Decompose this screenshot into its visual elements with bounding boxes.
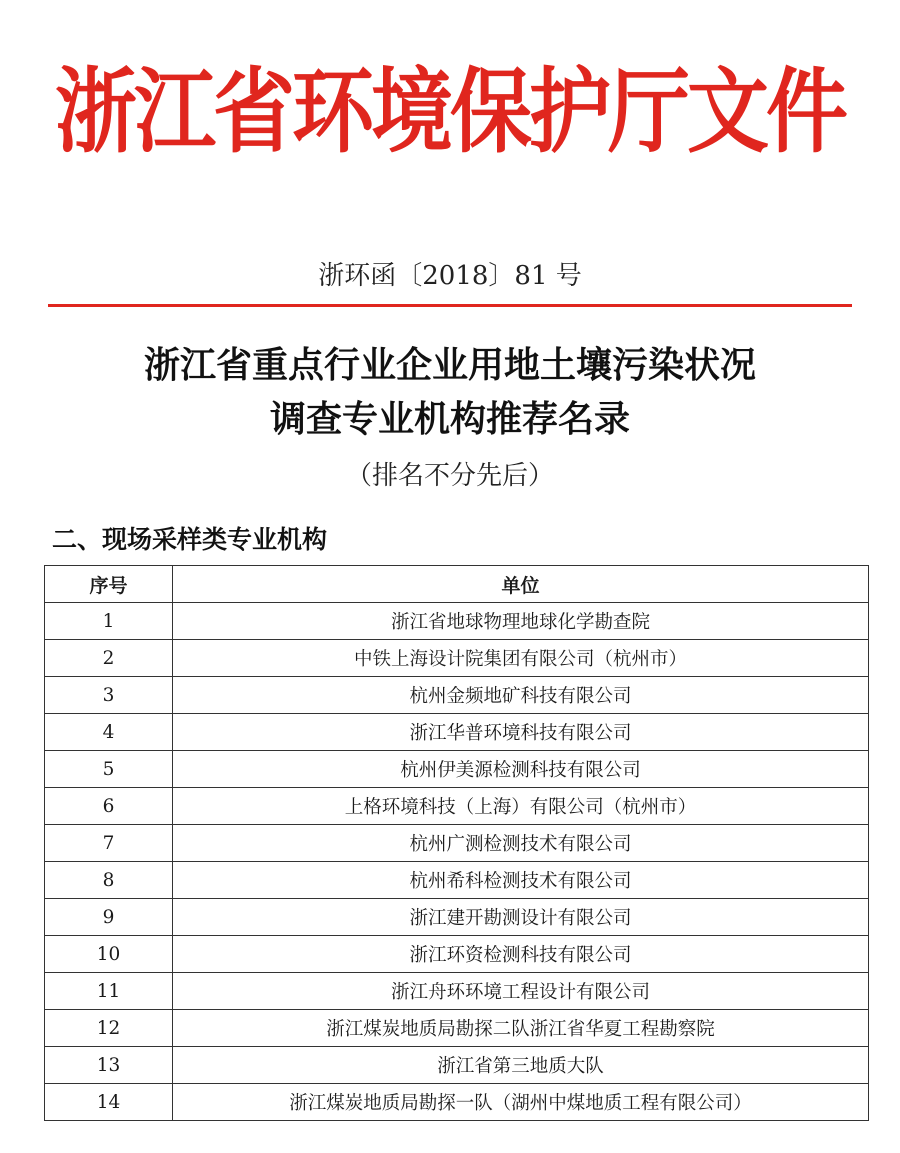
column-header-index: 序号	[45, 566, 173, 603]
row-index: 8	[45, 862, 173, 899]
table-row	[45, 714, 869, 751]
row-unit-name: 浙江华普环境科技有限公司	[173, 714, 869, 751]
table-row	[45, 862, 869, 899]
row-unit-name: 中铁上海设计院集团有限公司（杭州市）	[173, 640, 869, 677]
row-index: 7	[45, 825, 173, 862]
document-title	[0, 338, 900, 446]
document-subtitle: （排名不分先后）	[345, 461, 554, 491]
table-row	[45, 788, 869, 825]
row-index: 14	[45, 1084, 173, 1121]
document-title-line-1: 浙江省重点行业企业用地土壤污染状况	[143, 344, 756, 386]
row-unit-name: 浙江舟环环境工程设计有限公司	[173, 973, 869, 1010]
table-row	[45, 677, 869, 714]
row-index: 6	[45, 788, 173, 825]
row-index: 2	[45, 640, 173, 677]
row-unit-name: 浙江建开勘测设计有限公司	[173, 899, 869, 936]
table-row	[45, 1010, 869, 1047]
row-unit-name: 杭州伊美源检测科技有限公司	[173, 751, 869, 788]
row-unit-name: 浙江省第三地质大队	[173, 1047, 869, 1084]
table-row	[45, 603, 869, 640]
row-unit-name: 上格环境科技（上海）有限公司（杭州市）	[173, 788, 869, 825]
column-header-unit: 单位	[173, 566, 869, 603]
section-heading: 二、现场采样类专业机构	[52, 525, 328, 554]
row-unit-name: 杭州希科检测技术有限公司	[173, 862, 869, 899]
row-index: 11	[45, 973, 173, 1010]
document-title-line-2: 调查专业机构推荐名录	[269, 398, 630, 440]
table-row	[45, 751, 869, 788]
row-unit-name: 浙江环资检测科技有限公司	[173, 936, 869, 973]
row-unit-name: 浙江煤炭地质局勘探一队（湖州中煤地质工程有限公司）	[173, 1084, 869, 1121]
row-index: 10	[45, 936, 173, 973]
table-header-row	[45, 566, 869, 603]
table-row	[45, 1047, 869, 1084]
table-row	[45, 899, 869, 936]
table-row	[45, 936, 869, 973]
table-body	[45, 603, 869, 1121]
row-index: 9	[45, 899, 173, 936]
row-index: 1	[45, 603, 173, 640]
document-number: 浙环函〔2018〕81 号	[318, 261, 582, 291]
agency-table	[44, 565, 869, 1121]
row-index: 13	[45, 1047, 173, 1084]
row-unit-name: 杭州广测检测技术有限公司	[173, 825, 869, 862]
row-unit-name: 浙江煤炭地质局勘探二队浙江省华夏工程勘察院	[173, 1010, 869, 1047]
table-row	[45, 1084, 869, 1121]
row-index: 5	[45, 751, 173, 788]
table-row	[45, 973, 869, 1010]
row-index: 4	[45, 714, 173, 751]
row-index: 12	[45, 1010, 173, 1047]
row-index: 3	[45, 677, 173, 714]
row-unit-name: 杭州金频地矿科技有限公司	[173, 677, 869, 714]
issuer-title: 浙江省环境保护厅文件	[54, 58, 845, 166]
red-divider	[48, 304, 852, 307]
row-unit-name: 浙江省地球物理地球化学勘查院	[173, 603, 869, 640]
table-row	[45, 825, 869, 862]
table-row	[45, 640, 869, 677]
